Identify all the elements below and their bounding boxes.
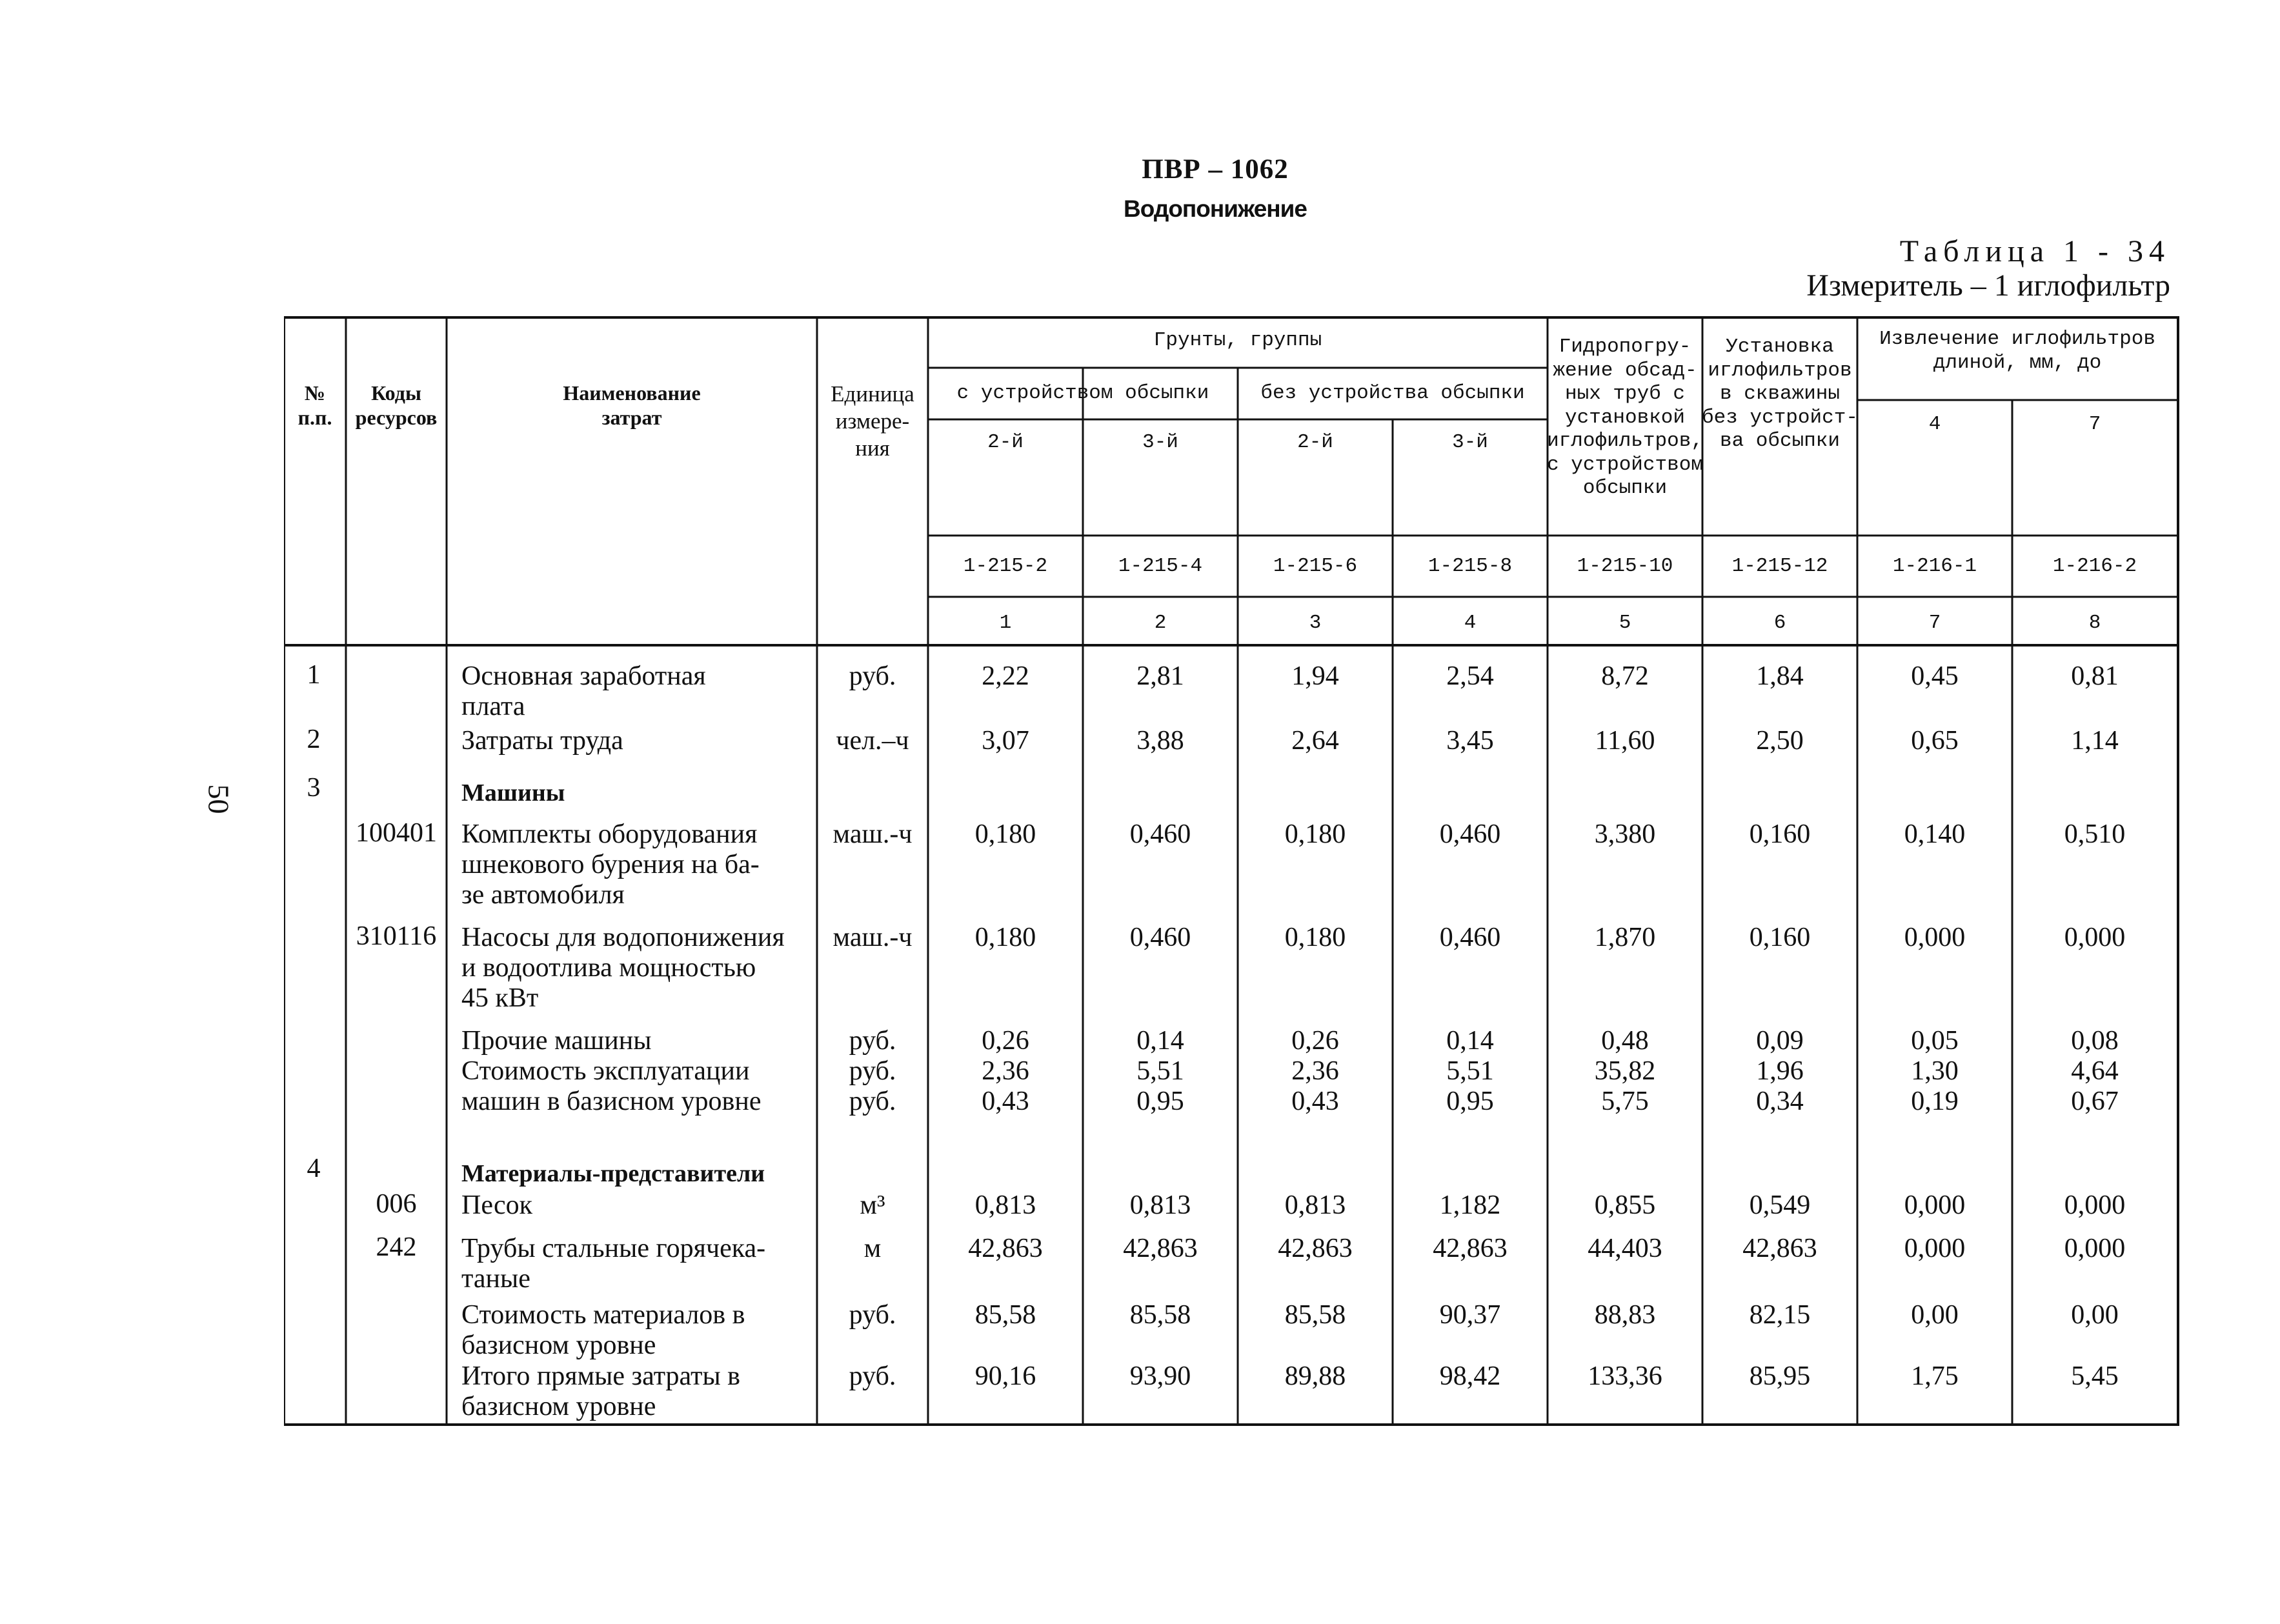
cost-value: 85,58 bbox=[974, 1300, 1036, 1330]
column-index: 5 bbox=[1619, 612, 1631, 634]
document-code: ПВР – 1062 bbox=[1142, 154, 1289, 185]
cost-value: 85,58 bbox=[1129, 1300, 1191, 1330]
cost-value: 0,549 bbox=[1749, 1190, 1811, 1220]
cost-value: 98,42 bbox=[1439, 1361, 1501, 1391]
table-label: Таблица 1 - 34 bbox=[1899, 234, 2170, 268]
cost-value: 0,000 bbox=[2064, 1190, 2126, 1220]
cost-value: 0,14 5,51 0,95 bbox=[1136, 1026, 1184, 1117]
cost-value: 1,182 bbox=[1439, 1190, 1501, 1220]
column-code: 1-215-4 bbox=[1118, 555, 1203, 577]
unit-of-measure: руб. руб. руб. bbox=[849, 1026, 896, 1117]
cost-item-name: Затраты труда bbox=[461, 726, 623, 756]
cost-value: 0,180 bbox=[1284, 923, 1346, 952]
column-index: 4 bbox=[1464, 612, 1477, 634]
cost-value: 1,84 bbox=[1756, 661, 1804, 691]
cost-value: 42,863 bbox=[1278, 1234, 1353, 1263]
cost-value: 0,000 bbox=[1904, 923, 1966, 952]
column-code: 1-216-1 bbox=[1892, 555, 1977, 577]
cost-value: 0,000 bbox=[2064, 1234, 2126, 1263]
cost-value: 89,88 bbox=[1284, 1361, 1346, 1391]
cost-value: 0,813 bbox=[974, 1190, 1036, 1220]
cost-value: 42,863 bbox=[1123, 1234, 1198, 1263]
cost-value: 42,863 bbox=[968, 1234, 1043, 1263]
cost-value: 8,72 bbox=[1601, 661, 1649, 691]
cost-value: 85,58 bbox=[1284, 1300, 1346, 1330]
page-number: 50 bbox=[202, 784, 236, 814]
resource-code: 100401 bbox=[356, 818, 437, 848]
resource-code: 006 bbox=[376, 1189, 417, 1219]
cost-value: 0,00 bbox=[1911, 1300, 1959, 1330]
resource-code: 242 bbox=[376, 1232, 417, 1262]
section-heading: Машины bbox=[461, 779, 565, 807]
cost-value: 133,36 bbox=[1588, 1361, 1662, 1391]
cost-value: 0,14 5,51 0,95 bbox=[1446, 1026, 1494, 1117]
column-code: 1-215-6 bbox=[1273, 555, 1358, 577]
cost-value: 5,45 bbox=[2071, 1361, 2119, 1391]
cost-value: 3,88 bbox=[1136, 726, 1184, 756]
cost-item-name: Комплекты оборудования шнекового бурения на ба- зе автомобиля bbox=[461, 819, 760, 910]
cost-value: 0,140 bbox=[1904, 819, 1966, 849]
cost-value: 0,65 bbox=[1911, 726, 1959, 756]
cost-item-name: Песок bbox=[461, 1190, 533, 1220]
cost-value: 0,813 bbox=[1284, 1190, 1346, 1220]
cost-value: 2,64 bbox=[1291, 726, 1339, 756]
unit-of-measure: маш.-ч bbox=[832, 819, 913, 849]
column-index: 7 bbox=[1928, 612, 1941, 634]
cost-value: 11,60 bbox=[1595, 726, 1655, 756]
column-index: 3 bbox=[1309, 612, 1322, 634]
unit-of-measure: руб. bbox=[849, 1361, 896, 1391]
cost-value: 0,05 1,30 0,19 bbox=[1911, 1026, 1959, 1117]
cost-value: 2,54 bbox=[1446, 661, 1494, 691]
cost-value: 0,460 bbox=[1129, 819, 1191, 849]
col-header-soil-groups: Грунты, группы bbox=[1153, 329, 1322, 352]
resource-code: 310116 bbox=[356, 921, 437, 951]
cost-value: 0,180 bbox=[974, 819, 1036, 849]
cost-value: 2,22 bbox=[982, 661, 1029, 691]
cost-value: 42,863 bbox=[1433, 1234, 1508, 1263]
col-header-codes: Коды ресурсов bbox=[355, 381, 438, 430]
section-heading: Материалы-представители bbox=[461, 1160, 765, 1187]
cost-value: 0,48 35,82 5,75 bbox=[1594, 1026, 1656, 1117]
cost-value: 0,460 bbox=[1129, 923, 1191, 952]
column-code: 1-215-12 bbox=[1731, 555, 1828, 577]
col-header-unit: Единица измере- ния bbox=[831, 381, 914, 461]
cost-value: 85,95 bbox=[1749, 1361, 1811, 1391]
cost-value: 93,90 bbox=[1129, 1361, 1191, 1391]
column-index: 1 bbox=[999, 612, 1012, 634]
col-header-group: 3-й bbox=[1142, 431, 1178, 454]
cost-value: 0,45 bbox=[1911, 661, 1959, 691]
unit-of-measure: чел.–ч bbox=[836, 726, 909, 756]
row-number: 2 bbox=[307, 725, 321, 754]
row-number: 4 bbox=[307, 1154, 321, 1183]
cost-value: 2,50 bbox=[1756, 726, 1804, 756]
cost-value: 1,870 bbox=[1594, 923, 1656, 952]
col-header-group: 2-й bbox=[987, 431, 1024, 454]
cost-item-name: Стоимость материалов в базисном уровне bbox=[461, 1300, 745, 1361]
col-header-group: 2-й bbox=[1297, 431, 1333, 454]
col-header-length: 4 bbox=[1928, 413, 1941, 436]
unit-of-measure: маш.-ч bbox=[832, 923, 913, 952]
cost-item-name: Трубы стальные горячека- таные bbox=[461, 1234, 766, 1294]
row-number: 3 bbox=[307, 773, 321, 803]
cost-value: 3,380 bbox=[1594, 819, 1656, 849]
column-index: 2 bbox=[1154, 612, 1167, 634]
cost-value: 82,15 bbox=[1749, 1300, 1811, 1330]
cost-value: 0,26 2,36 0,43 bbox=[982, 1026, 1029, 1117]
unit-of-measure: м bbox=[863, 1234, 882, 1263]
cost-item-name: Прочие машины Стоимость эксплуатации машин в базисном уровне bbox=[461, 1026, 762, 1117]
cost-value: 0,000 bbox=[2064, 923, 2126, 952]
cost-table bbox=[284, 316, 2179, 1426]
column-index: 6 bbox=[1773, 612, 1786, 634]
column-code: 1-215-2 bbox=[963, 555, 1048, 577]
col-header-hydro: Гидропогру- жение обсад- ных труб с установкой иглофильтров, с устройством обсыпки bbox=[1547, 336, 1703, 500]
cost-value: 0,180 bbox=[974, 923, 1036, 952]
cost-value: 0,81 bbox=[2071, 661, 2119, 691]
cost-value: 2,81 bbox=[1136, 661, 1184, 691]
cost-value: 0,180 bbox=[1284, 819, 1346, 849]
col-header-without-fill: без устройства обсыпки bbox=[1260, 382, 1525, 405]
cost-value: 90,37 bbox=[1439, 1300, 1501, 1330]
cost-value: 0,09 1,96 0,34 bbox=[1756, 1026, 1804, 1117]
cost-value: 1,94 bbox=[1291, 661, 1339, 691]
cost-value: 1,14 bbox=[2071, 726, 2119, 756]
col-header-num: № п.п. bbox=[298, 381, 332, 430]
cost-value: 3,07 bbox=[982, 726, 1029, 756]
column-index: 8 bbox=[2088, 612, 2101, 634]
col-header-length: 7 bbox=[2088, 413, 2101, 436]
cost-value: 0,000 bbox=[1904, 1190, 1966, 1220]
cost-value: 0,855 bbox=[1594, 1190, 1656, 1220]
cost-item-name: Насосы для водопонижения и водоотлива мощностью 45 кВт bbox=[461, 923, 785, 1014]
cost-item-name: Основная заработная плата bbox=[461, 661, 706, 722]
measure-unit: Измеритель – 1 иглофильтр bbox=[1806, 268, 2170, 303]
cost-value: 3,45 bbox=[1446, 726, 1494, 756]
cost-value: 0,510 bbox=[2064, 819, 2126, 849]
col-header-extract: Извлечение иглофильтров длиной, мм, до bbox=[1879, 328, 2155, 374]
cost-value: 88,83 bbox=[1594, 1300, 1656, 1330]
col-header-group: 3-й bbox=[1452, 431, 1488, 454]
row-number: 1 bbox=[307, 660, 321, 690]
cost-value: 0,26 2,36 0,43 bbox=[1291, 1026, 1339, 1117]
cost-value: 1,75 bbox=[1911, 1361, 1959, 1391]
cost-value: 0,813 bbox=[1129, 1190, 1191, 1220]
cost-value: 90,16 bbox=[974, 1361, 1036, 1391]
col-header-name: Наименование затрат bbox=[563, 381, 701, 430]
column-code: 1-215-8 bbox=[1428, 555, 1513, 577]
column-code: 1-215-10 bbox=[1577, 555, 1673, 577]
unit-of-measure: руб. bbox=[849, 661, 896, 691]
col-header-with-fill: с устройством обсыпки bbox=[956, 382, 1209, 405]
col-header-install: Установка иглофильтров в скважины без устройст- ва обсыпки bbox=[1702, 336, 1858, 453]
cost-value: 0,08 4,64 0,67 bbox=[2071, 1026, 2119, 1117]
cost-value: 0,00 bbox=[2071, 1300, 2119, 1330]
cost-value: 44,403 bbox=[1588, 1234, 1662, 1263]
cost-value: 0,000 bbox=[1904, 1234, 1966, 1263]
cost-value: 0,460 bbox=[1439, 923, 1501, 952]
unit-of-measure: руб. bbox=[849, 1300, 896, 1330]
cost-value: 0,460 bbox=[1439, 819, 1501, 849]
cost-item-name: Итого прямые затраты в базисном уровне bbox=[461, 1361, 741, 1422]
document-subtitle: Водопонижение bbox=[1124, 195, 1307, 222]
cost-value: 0,160 bbox=[1749, 819, 1811, 849]
column-code: 1-216-2 bbox=[2052, 555, 2137, 577]
cost-value: 0,160 bbox=[1749, 923, 1811, 952]
unit-of-measure: м³ bbox=[860, 1190, 885, 1220]
cost-value: 42,863 bbox=[1742, 1234, 1817, 1263]
